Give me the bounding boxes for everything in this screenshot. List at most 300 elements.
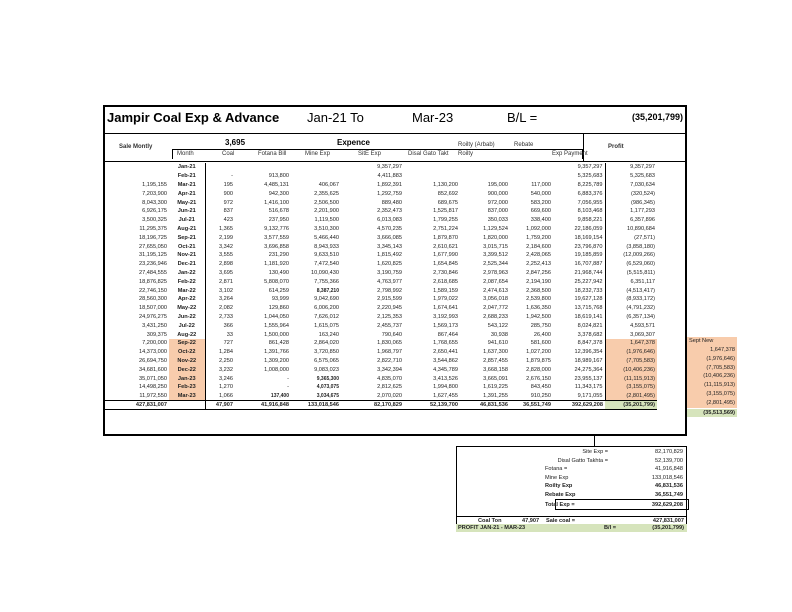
cell-site: 4,411,883 bbox=[377, 173, 402, 180]
cell-month: Sep-21 bbox=[169, 233, 205, 242]
sale-coal-label: Sale coal = bbox=[546, 518, 576, 524]
cell-rebate: 581,600 bbox=[530, 340, 551, 347]
cell-fotana: 130,490 bbox=[268, 269, 289, 276]
cell-exp: 11,343,175 bbox=[553, 383, 605, 392]
table-row bbox=[105, 172, 657, 181]
cell-profit: (27,571) bbox=[634, 234, 655, 241]
profit-row bbox=[456, 524, 687, 532]
data-table bbox=[105, 163, 657, 410]
cell-fotana: - bbox=[287, 384, 289, 391]
cell-coal: 2,250 bbox=[219, 357, 233, 364]
cell-mine bbox=[291, 163, 341, 172]
cell-coal: 423 bbox=[223, 217, 233, 224]
summary-roilty-label: Roilty Exp bbox=[545, 483, 573, 490]
col-disal-gato-takt: Disal Gato Takt bbox=[408, 151, 449, 157]
cell-fotana: 129,860 bbox=[268, 305, 289, 312]
table-row bbox=[105, 339, 657, 348]
cell-site: 2,812,625 bbox=[377, 384, 402, 391]
col-site-exp: SitE Exp bbox=[358, 151, 382, 157]
totals-row bbox=[105, 401, 657, 410]
cell-sale: 6,926,175 bbox=[142, 208, 167, 215]
cell-coal: - bbox=[231, 173, 233, 180]
cell-coal: 3,342 bbox=[219, 243, 233, 250]
cell-profit: 10,890,684 bbox=[627, 225, 655, 232]
cell-roilty: 2,047,772 bbox=[483, 305, 508, 312]
cell-fotana: 1,500,000 bbox=[264, 331, 289, 338]
cell-sale: 3,500,325 bbox=[142, 217, 167, 224]
cell-profit: (6,357,134) bbox=[626, 313, 655, 320]
cell-disal: 1,569,173 bbox=[433, 322, 458, 329]
total-disal: 52,139,700 bbox=[404, 401, 460, 410]
summary-site-label: Site Exp = bbox=[582, 449, 608, 455]
cell-coal: 3,264 bbox=[219, 296, 233, 303]
cell-sale bbox=[105, 163, 169, 172]
sept-new-value: (3,155,075) bbox=[687, 390, 737, 399]
cell-month: Nov-21 bbox=[169, 251, 205, 260]
sept-new-value: (11,115,913) bbox=[687, 381, 737, 390]
cell-coal: 1,365 bbox=[219, 225, 233, 232]
cell-fotana: 4,485,131 bbox=[264, 181, 289, 188]
cell-month: Jun-22 bbox=[169, 313, 205, 322]
cell-profit: 6,357,896 bbox=[630, 217, 655, 224]
cell-exp: 8,225,789 bbox=[553, 181, 605, 190]
summary-total-label: Total Exp = bbox=[545, 501, 575, 508]
cell-site: 3,666,085 bbox=[377, 234, 402, 241]
cell-coal: 1,270 bbox=[219, 384, 233, 391]
cell-roilty: 195,000 bbox=[487, 181, 508, 188]
summary-mine-label: Mine Exp bbox=[545, 474, 569, 481]
cell-rebate: 2,676,150 bbox=[526, 375, 551, 382]
cell-exp: 9,357,297 bbox=[553, 163, 605, 172]
cell-mine: 163,240 bbox=[318, 331, 339, 338]
cell-rebate: 1,879,875 bbox=[526, 357, 551, 364]
cell-month: Aug-21 bbox=[169, 225, 205, 234]
col-coal: Coal bbox=[222, 151, 235, 157]
cell-roilty: 1,820,000 bbox=[483, 234, 508, 241]
cell-coal: 195 bbox=[223, 181, 233, 188]
cell-site: 3,342,394 bbox=[377, 366, 402, 373]
total-roilty: 46,831,536 bbox=[460, 401, 510, 410]
total-month bbox=[169, 401, 205, 410]
bl-value: (35,201,799) bbox=[631, 112, 683, 122]
cell-mine: 406,067 bbox=[318, 181, 339, 188]
cell-sale: 11,295,375 bbox=[139, 225, 167, 232]
cell-roilty: 837,000 bbox=[487, 208, 508, 215]
cell-rebate: 1,942,500 bbox=[526, 313, 551, 320]
cell-site: 2,220,945 bbox=[377, 305, 402, 312]
period-from: Jan-21 To bbox=[307, 110, 364, 125]
cell-disal: 1,674,641 bbox=[433, 305, 458, 312]
cell-mine: 1,119,500 bbox=[314, 217, 339, 224]
cell-site: 889,480 bbox=[381, 199, 402, 206]
summary-box bbox=[456, 446, 687, 525]
cell-sale: 7,203,900 bbox=[142, 190, 167, 197]
cell-site: 2,070,020 bbox=[377, 392, 402, 399]
cell-site: 1,292,759 bbox=[377, 190, 402, 197]
cell-exp: 18,619,141 bbox=[553, 313, 605, 322]
cell-coal: 3,695 bbox=[219, 269, 233, 276]
cell-roilty: 543,122 bbox=[487, 322, 508, 329]
summary-mine-value: 133,018,546 bbox=[651, 474, 683, 481]
cell-disal: 1,799,255 bbox=[433, 217, 458, 224]
cell-disal: 4,345,789 bbox=[433, 366, 458, 373]
cell-fotana: 3,696,858 bbox=[264, 243, 289, 250]
cell-mine: 8,943,933 bbox=[314, 243, 339, 250]
cell-mine: 2,506,500 bbox=[314, 199, 339, 206]
table-row bbox=[105, 295, 657, 304]
sept-new-label: Sept New bbox=[687, 337, 737, 346]
cell-month: Jan-21 bbox=[169, 163, 205, 172]
cell-month: Oct-22 bbox=[169, 348, 205, 357]
cell-exp: 7,056,955 bbox=[553, 198, 605, 207]
cell-fotana: 93,999 bbox=[271, 296, 289, 303]
cell-month: Dec-22 bbox=[169, 365, 205, 374]
summary-total-value: 392,629,208 bbox=[651, 501, 683, 508]
cell-rebate: 583,200 bbox=[530, 199, 551, 206]
cell-coal: 972 bbox=[223, 199, 233, 206]
col-expence: Expence bbox=[337, 138, 370, 147]
profit-bl-value: (35,201,799) bbox=[652, 525, 684, 531]
cell-coal: 3,555 bbox=[219, 252, 233, 259]
sept-new-column bbox=[687, 338, 737, 417]
cell-site: 1,830,065 bbox=[377, 340, 402, 347]
cell-fotana: 3,577,559 bbox=[264, 234, 289, 241]
cell-coal: 33 bbox=[226, 331, 233, 338]
cell-coal: 366 bbox=[223, 322, 233, 329]
total-coal: 47,907 bbox=[205, 401, 235, 410]
cell-disal: 1,654,845 bbox=[433, 261, 458, 268]
table-row bbox=[105, 286, 657, 295]
cell-exp: 21,968,744 bbox=[553, 269, 605, 278]
cell-site: 2,125,353 bbox=[377, 313, 402, 320]
cell-site: 2,455,737 bbox=[377, 322, 402, 329]
total-sale: 427,831,007 bbox=[105, 401, 169, 410]
cell-fotana: 516,678 bbox=[268, 208, 289, 215]
cell-coal: 837 bbox=[223, 208, 233, 215]
coal-expense-sheet bbox=[103, 105, 687, 436]
summary-site-value: 82,170,829 bbox=[655, 449, 683, 455]
cell-disal: 1,627,455 bbox=[433, 392, 458, 399]
cell-rebate: 1,092,000 bbox=[526, 225, 551, 232]
cell-rebate: 2,828,000 bbox=[526, 366, 551, 373]
cell-sale: 1,195,155 bbox=[142, 181, 167, 188]
cell-profit: 9,357,297 bbox=[630, 164, 655, 171]
cell-sale: 14,498,250 bbox=[139, 384, 167, 391]
cell-rebate: 2,194,190 bbox=[526, 278, 551, 285]
bl-label: B/L = bbox=[507, 110, 538, 125]
cell-mine: 9,042,690 bbox=[314, 296, 339, 303]
cell-roilty bbox=[460, 172, 510, 181]
cell-disal: 1,130,200 bbox=[433, 181, 458, 188]
sept-new-value: 1,647,378 bbox=[687, 346, 737, 355]
table-row bbox=[105, 189, 657, 198]
cell-profit: (7,705,583) bbox=[605, 357, 657, 366]
summary-disal-value: 52,139,700 bbox=[655, 457, 683, 464]
cell-site: 3,190,759 bbox=[377, 269, 402, 276]
cell-month: Jan-23 bbox=[169, 374, 205, 383]
cell-mine: 9,633,510 bbox=[314, 252, 339, 259]
cell-mine: 5,466,440 bbox=[314, 234, 339, 241]
cell-rebate: 1,636,350 bbox=[526, 305, 551, 312]
cell-site: 2,798,992 bbox=[377, 287, 402, 294]
cell-profit: (6,529,060) bbox=[626, 261, 655, 268]
cell-site: 1,815,492 bbox=[377, 252, 402, 259]
table-row bbox=[105, 181, 657, 190]
table-row bbox=[105, 348, 657, 357]
cell-profit: (1,976,646) bbox=[605, 348, 657, 357]
col-exp-payment: Exp Payment bbox=[552, 151, 588, 157]
cell-month: Nov-22 bbox=[169, 357, 205, 366]
cell-roilty: 3,668,158 bbox=[483, 366, 508, 373]
cell-coal: 2,898 bbox=[219, 261, 233, 268]
cell-disal: 852,692 bbox=[437, 190, 458, 197]
cell-rebate: 26,400 bbox=[533, 331, 551, 338]
cell-sale: 18,876,825 bbox=[139, 278, 167, 285]
table-row bbox=[105, 207, 657, 216]
header-divider bbox=[105, 133, 685, 134]
cell-disal: 689,675 bbox=[437, 199, 458, 206]
cell-rebate: 669,600 bbox=[530, 208, 551, 215]
col-mine-exp: Mine Exp bbox=[305, 151, 331, 157]
total-profit: (35,201,799) bbox=[605, 401, 657, 410]
cell-profit: (986,345) bbox=[631, 199, 655, 206]
cell-month: Aug-22 bbox=[169, 330, 205, 339]
cell-fotana: 9,132,776 bbox=[264, 225, 289, 232]
total-exp: 392,629,208 bbox=[553, 401, 605, 410]
cell-exp: 8,024,821 bbox=[553, 321, 605, 330]
cell-site: 2,822,710 bbox=[377, 357, 402, 364]
cell-roilty bbox=[460, 163, 510, 172]
cell-profit: (4,791,232) bbox=[626, 305, 655, 312]
cell-fotana: 1,416,100 bbox=[264, 199, 289, 206]
cell-roilty: 3,665,091 bbox=[483, 375, 508, 382]
cell-profit: (4,513,417) bbox=[626, 287, 655, 294]
cell-rebate: 117,000 bbox=[531, 181, 551, 188]
table-row bbox=[105, 330, 657, 339]
cell-roilty: 3,399,512 bbox=[483, 252, 508, 259]
cell-sale bbox=[105, 172, 169, 181]
cell-roilty: 30,938 bbox=[490, 331, 508, 338]
total-rebate: 36,551,749 bbox=[510, 401, 553, 410]
cell-roilty: 900,000 bbox=[487, 190, 508, 197]
cell-profit: 6,351,117 bbox=[630, 278, 655, 285]
cell-profit: (3,858,180) bbox=[626, 243, 655, 250]
table-row bbox=[105, 365, 657, 374]
sheet-title: Jampir Coal Exp & Advance bbox=[107, 110, 280, 125]
cell-roilty: 1,637,300 bbox=[483, 349, 508, 356]
cell-coal: 727 bbox=[223, 340, 233, 347]
cell-sale: 8,043,300 bbox=[142, 199, 167, 206]
cell-sale: 11,972,550 bbox=[139, 392, 167, 399]
table-row bbox=[105, 163, 657, 172]
cell-profit: (320,524) bbox=[631, 190, 655, 197]
cell-rebate: 2,847,256 bbox=[526, 269, 551, 276]
cell-roilty: 2,857,455 bbox=[483, 357, 508, 364]
cell-site: 1,968,797 bbox=[377, 349, 402, 356]
cell-month: Sep-22 bbox=[169, 339, 205, 348]
cell-mine: 4,073,075 bbox=[316, 384, 339, 391]
title-row bbox=[105, 107, 685, 131]
table-row bbox=[105, 242, 657, 251]
cell-site: 4,570,235 bbox=[377, 225, 402, 232]
cell-coal: 900 bbox=[223, 190, 233, 197]
col-rebate: Rebate bbox=[514, 142, 534, 148]
sept-new-value: (2,801,495) bbox=[687, 399, 737, 408]
cell-fotana: 1,309,200 bbox=[264, 357, 289, 364]
cell-month: Feb-22 bbox=[169, 277, 205, 286]
cell-roilty: 3,056,018 bbox=[483, 296, 508, 303]
cell-site: 1,892,391 bbox=[377, 181, 402, 188]
cell-profit: (5,515,811) bbox=[626, 269, 655, 276]
cell-month: May-22 bbox=[169, 304, 205, 313]
cell-exp: 25,227,942 bbox=[553, 277, 605, 286]
cell-disal: 2,610,621 bbox=[433, 243, 458, 250]
cell-sale: 31,195,125 bbox=[139, 252, 167, 259]
cell-exp: 9,171,055 bbox=[553, 392, 605, 401]
period-to: Mar-23 bbox=[412, 110, 454, 125]
table-row bbox=[105, 225, 657, 234]
cell-site: 6,013,083 bbox=[377, 217, 402, 224]
table-row bbox=[105, 392, 657, 401]
cell-exp: 18,169,154 bbox=[553, 233, 605, 242]
summary-rebate-label: Rebate Exp bbox=[545, 492, 576, 498]
cell-sale: 27,655,050 bbox=[139, 243, 167, 250]
cell-disal: 1,979,022 bbox=[433, 296, 458, 303]
cell-rebate: 540,000 bbox=[530, 190, 551, 197]
cell-sale: 14,373,000 bbox=[139, 349, 167, 356]
cell-sale: 26,694,750 bbox=[139, 357, 167, 364]
cell-site: 1,620,825 bbox=[377, 261, 402, 268]
table-row bbox=[105, 321, 657, 330]
cell-site: 790,640 bbox=[381, 331, 402, 338]
cell-mine: 10,090,430 bbox=[311, 269, 339, 276]
cell-exp: 23,796,870 bbox=[553, 242, 605, 251]
cell-mine: 6,575,065 bbox=[314, 357, 339, 364]
cell-exp: 24,275,364 bbox=[553, 365, 605, 374]
cell-coal: 1,066 bbox=[219, 392, 233, 399]
total-fotana: 41,916,848 bbox=[235, 401, 291, 410]
cell-month: Feb-23 bbox=[169, 383, 205, 392]
coal-ton-value: 47,907 bbox=[522, 518, 540, 524]
cell-exp: 12,396,354 bbox=[553, 348, 605, 357]
col-fotana-bill: Fotana Bill bbox=[258, 151, 287, 157]
table-row bbox=[105, 198, 657, 207]
cell-sale: 18,196,725 bbox=[139, 234, 167, 241]
cell-rebate: 2,252,413 bbox=[526, 261, 551, 268]
cell-mine: 7,626,012 bbox=[314, 313, 339, 320]
cell-disal: 2,650,441 bbox=[433, 349, 458, 356]
coal-ton-row bbox=[456, 516, 687, 524]
cell-exp: 16,707,887 bbox=[553, 260, 605, 269]
cell-mine: 6,006,200 bbox=[314, 305, 339, 312]
table-row bbox=[105, 374, 657, 383]
col-sale-monthly: Sale Montly bbox=[119, 144, 153, 150]
cell-fotana: 237,950 bbox=[268, 217, 289, 224]
body-divider bbox=[105, 161, 685, 162]
cell-mine: 1,615,075 bbox=[314, 322, 339, 329]
cell-sale: 23,236,946 bbox=[139, 261, 167, 268]
cell-fotana: 614,259 bbox=[268, 287, 289, 294]
cell-site: 2,915,599 bbox=[377, 296, 402, 303]
cell-fotana: 1,181,920 bbox=[264, 261, 289, 268]
cell-exp: 18,989,167 bbox=[553, 357, 605, 366]
cell-sale: 7,200,000 bbox=[142, 340, 167, 347]
cell-coal bbox=[205, 163, 235, 172]
cell-mine: 7,755,366 bbox=[314, 278, 339, 285]
cell-exp: 19,627,128 bbox=[553, 295, 605, 304]
cell-roilty: 1,129,524 bbox=[483, 225, 508, 232]
sale-coal-value: 427,831,007 bbox=[652, 518, 684, 524]
cell-rebate: 2,539,800 bbox=[526, 296, 551, 303]
cell-fotana: 942,300 bbox=[268, 190, 289, 197]
cell-sale: 34,681,600 bbox=[139, 366, 167, 373]
cell-mine: 2,201,900 bbox=[314, 208, 339, 215]
table-row bbox=[105, 313, 657, 322]
cell-mine: 3,034,675 bbox=[316, 392, 339, 399]
cell-roilty: 2,087,654 bbox=[483, 278, 508, 285]
table-row bbox=[105, 277, 657, 286]
cell-profit: 3,069,307 bbox=[630, 331, 655, 338]
cell-exp: 23,955,137 bbox=[553, 374, 605, 383]
cell-fotana: 231,290 bbox=[268, 252, 289, 259]
table-row bbox=[105, 216, 657, 225]
cell-roilty: 2,688,233 bbox=[483, 313, 508, 320]
cell-roilty: 1,391,255 bbox=[483, 392, 508, 399]
cell-disal bbox=[404, 163, 460, 172]
profit-divider bbox=[583, 133, 584, 162]
cell-site: 4,835,070 bbox=[377, 375, 402, 382]
cell-month: Jul-21 bbox=[169, 216, 205, 225]
table-row bbox=[105, 251, 657, 260]
cell-disal: 2,751,224 bbox=[433, 225, 458, 232]
sept-new-value: (1,976,646) bbox=[687, 355, 737, 364]
cell-rebate: 2,428,065 bbox=[526, 252, 551, 259]
cell-profit: (10,406,236) bbox=[605, 365, 657, 374]
cell-disal: 867,464 bbox=[437, 331, 458, 338]
summary-fotana-value: 41,916,848 bbox=[655, 466, 683, 473]
cell-disal: 1,525,817 bbox=[433, 208, 458, 215]
summary-disal-label: Disal Gatto Takhta = bbox=[557, 457, 608, 464]
cell-exp: 22,186,059 bbox=[553, 225, 605, 234]
sept-new-value: (7,705,583) bbox=[687, 364, 737, 373]
cell-rebate: 1,759,200 bbox=[526, 234, 551, 241]
col-roilty: Roilty bbox=[458, 151, 474, 157]
cell-mine: 8,387,210 bbox=[316, 287, 339, 294]
cell-disal: 2,618,685 bbox=[433, 278, 458, 285]
cell-profit: (3,155,075) bbox=[605, 383, 657, 392]
cell-coal: 3,246 bbox=[219, 375, 233, 382]
cell-site: 4,763,977 bbox=[377, 278, 402, 285]
cell-month: Apr-22 bbox=[169, 295, 205, 304]
cell-rebate: 2,184,600 bbox=[526, 243, 551, 250]
table-row bbox=[105, 260, 657, 269]
cell-rebate bbox=[510, 163, 553, 172]
cell-month: Jun-21 bbox=[169, 207, 205, 216]
table-row bbox=[105, 269, 657, 278]
cell-month: Jul-22 bbox=[169, 321, 205, 330]
total-mine: 133,018,546 bbox=[291, 401, 341, 410]
cell-month: Mar-23 bbox=[169, 392, 205, 401]
cell-roilty: 3,015,715 bbox=[483, 243, 508, 250]
cell-coal: 2,871 bbox=[219, 278, 233, 285]
cell-exp: 19,185,859 bbox=[553, 251, 605, 260]
sept-new-total: (35,513,569) bbox=[687, 409, 737, 418]
cell-mine: 2,864,020 bbox=[314, 340, 339, 347]
cell-fotana: 1,391,766 bbox=[264, 349, 289, 356]
profit-label: PROFIT JAN-21 - MAR-23 bbox=[458, 525, 526, 531]
cell-profit: 1,647,378 bbox=[605, 339, 657, 348]
cell-sale: 28,560,300 bbox=[139, 296, 167, 303]
